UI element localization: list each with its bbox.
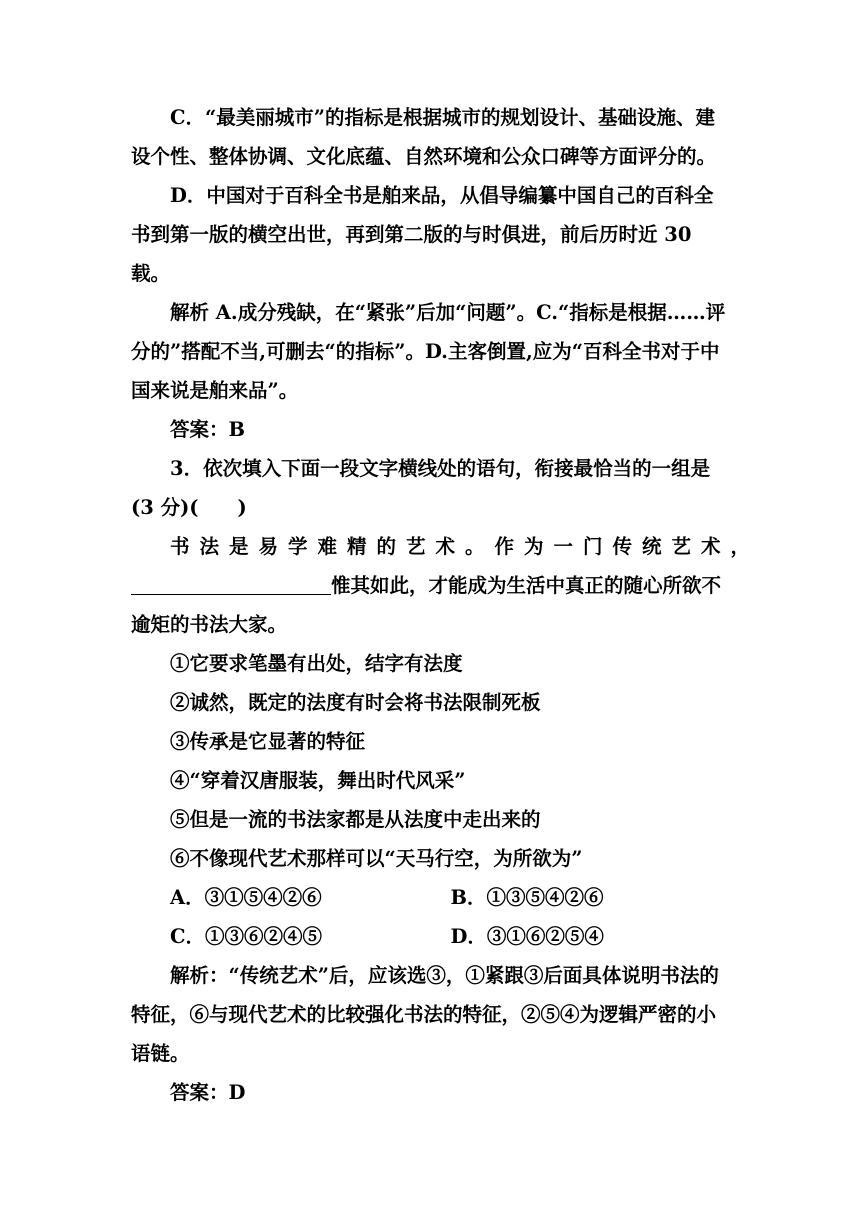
choice-c: C．①③⑥②④⑤: [170, 925, 323, 948]
choice-a: A．③①⑤④②⑥: [170, 886, 322, 909]
passage-first-line: 书法是易学难精的艺术。作为一门传统艺术，: [170, 535, 761, 558]
choice-row-1: [131, 878, 731, 917]
choice-b: B．①③⑤④②⑥: [450, 886, 604, 909]
option-d-text: D．中国对于百科全书是舶来品，从倡导编纂中国自己的百科全书到第一版的横空出世，再到第二版的与时俱进，前后历时近 30 载。: [131, 184, 714, 285]
fill-in-blank-line: [131, 566, 331, 595]
sentence-item: ①它要求笔墨有出处，结字有法度: [170, 652, 463, 675]
analysis-q3: 解析：“传统艺术”后，应该选③，①紧跟③后面具体说明书法的特征，⑥与现代艺术的比较强化书法的特征，②⑤④为逻辑严密的小语链。: [131, 964, 719, 1065]
option-c-text: C．“最美丽城市”的指标是根据城市的规划设计、基础设施、建设个性、整体协调、文化底蕴、自然环境和公众口碑等方面评分的。: [131, 106, 717, 168]
sentence-item: ②诚然，既定的法度有时会将书法限制死板: [170, 691, 541, 714]
sentence-item: ⑥不像现代艺术那样可以“天马行空，为所欲为”: [170, 847, 583, 870]
answer-q3: 答案：D: [170, 1081, 246, 1104]
choice-row-2: [131, 917, 731, 956]
sentence-item: ④“穿着汉唐服装，舞出时代风采”: [170, 769, 466, 792]
choice-d: D．③①⑥②⑤④: [450, 925, 604, 948]
passage-continued: [131, 566, 731, 644]
question-3: 3．依次填入下面一段文字横线处的语句，衔接最恰当的一组是(3 分)( ): [131, 457, 711, 519]
document-content: [131, 98, 761, 1112]
sentence-item: ③传承是它显著的特征: [170, 730, 366, 753]
analysis-q2: 解析 A.成分残缺，在“紧张”后加“问题”。C.“指标是根据……评分的”搭配不当,可删去“的指标”。D.主客倒置,应为“百科全书对于中国来说是舶来品”。: [131, 301, 726, 402]
sentence-item: ⑤但是一流的书法家都是从法度中走出来的: [170, 808, 541, 831]
passage-after-blank: 惟其如此，才能成为生活中真正的随心所欲不逾矩的书法大家。: [131, 574, 722, 636]
answer-q2: 答案：B: [170, 418, 245, 441]
